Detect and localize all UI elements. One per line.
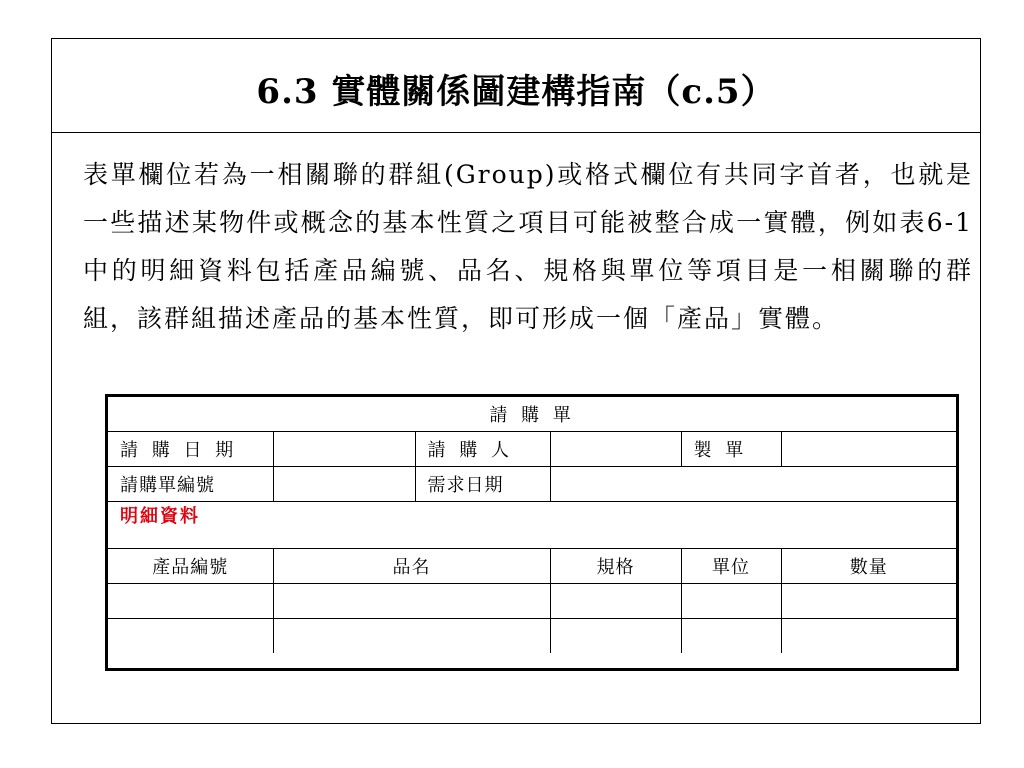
required-date-label: 需求日期 [415, 467, 550, 502]
slide [51, 38, 981, 724]
table-cell[interactable] [781, 584, 956, 619]
table-cell[interactable] [273, 584, 550, 619]
body-paragraph: 表單欄位若為一相關聯的群組(Group)或格式欄位有共同字首者，也就是一些描述某物件或概念的基本性質之項目可能被整合成一實體，例如表6-1中的明細資料包括產品編號、品名、規格與單位等項目是一相關聯的群組，該群組描述產品的基本性質，即可形成一個「產品」實體。 [83, 160, 973, 333]
table-row [108, 584, 956, 619]
requester-label: 請 購 人 [415, 432, 550, 467]
column-header-row [108, 549, 956, 584]
detail-label-row-2 [108, 528, 956, 549]
column-header-unit: 單位 [681, 549, 781, 584]
header-row-2 [108, 467, 956, 502]
detail-section-label: 明細資料 [108, 502, 956, 529]
form-table [108, 397, 956, 653]
table-cell[interactable] [550, 619, 681, 654]
required-date-field[interactable] [550, 467, 956, 502]
form-title-row [108, 397, 956, 432]
prepared-by-label: 製 單 [681, 432, 781, 467]
slide-title: 6.3 實體關係圖建構指南（c.5） [256, 72, 776, 112]
table-cell[interactable] [681, 584, 781, 619]
detail-label-row [108, 502, 956, 529]
detail-label-spacer [108, 528, 956, 549]
request-no-field[interactable] [273, 467, 415, 502]
header-row-1 [108, 432, 956, 467]
table-cell[interactable] [273, 619, 550, 654]
column-header-quantity: 數量 [781, 549, 956, 584]
column-header-product-no: 產品編號 [108, 549, 273, 584]
prepared-by-field[interactable] [781, 432, 956, 467]
requester-field[interactable] [550, 432, 681, 467]
request-no-label: 請購單編號 [108, 467, 273, 502]
title-bar [52, 39, 980, 133]
column-header-product-name: 品名 [273, 549, 550, 584]
purchase-request-form [105, 394, 959, 671]
table-cell[interactable] [108, 619, 273, 654]
table-cell[interactable] [781, 619, 956, 654]
request-date-field[interactable] [273, 432, 415, 467]
column-header-spec: 規格 [550, 549, 681, 584]
table-cell[interactable] [550, 584, 681, 619]
table-cell[interactable] [108, 584, 273, 619]
form-title: 請 購 單 [108, 397, 956, 432]
request-date-label: 請 購 日 期 [108, 432, 273, 467]
table-cell[interactable] [681, 619, 781, 654]
table-row [108, 619, 956, 654]
